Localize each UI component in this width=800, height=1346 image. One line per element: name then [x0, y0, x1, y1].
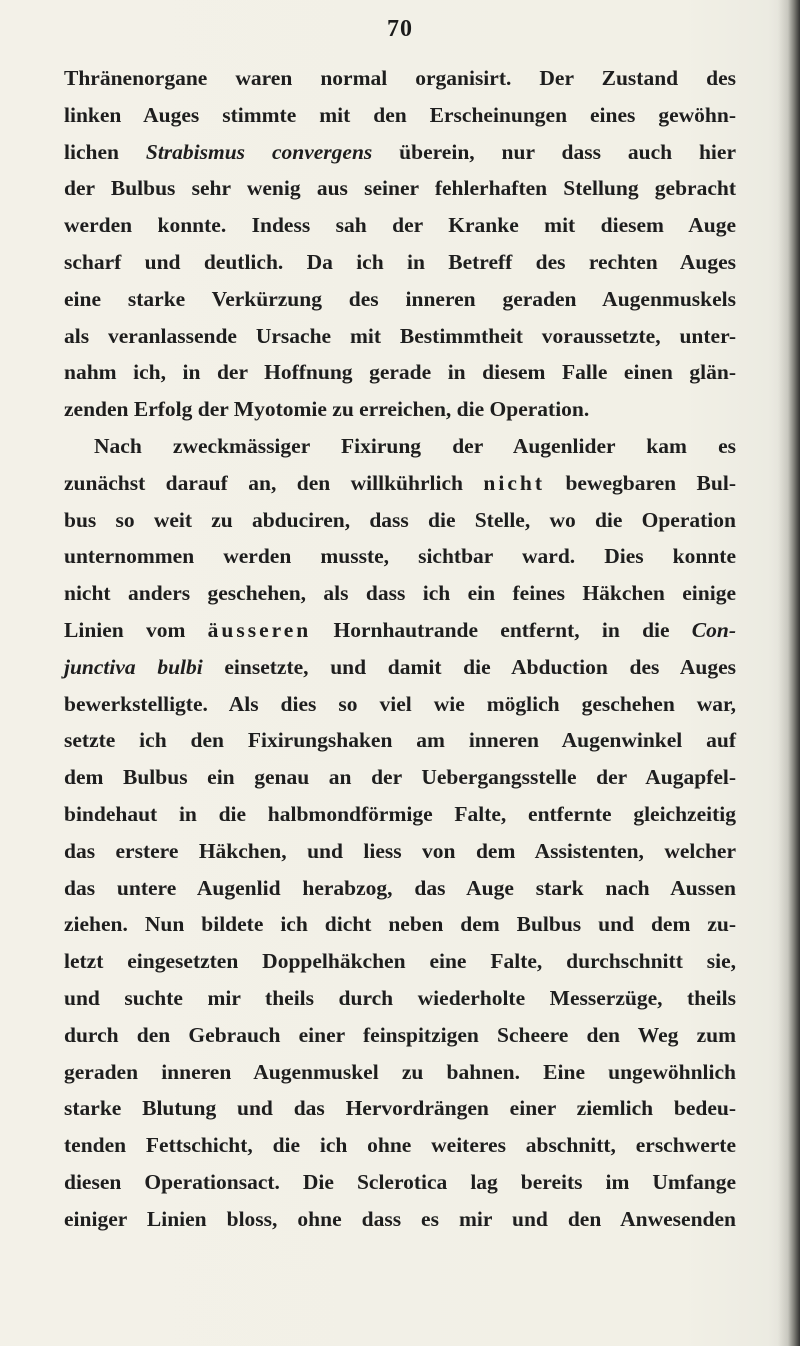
italic-term: Con-	[691, 617, 736, 642]
text-line: der Bulbus sehr wenig aus seiner fehlerhaften Stellung gebracht	[64, 176, 736, 201]
text-line: nahm ich, in der Hoffnung gerade in diesem Falle einen glän-	[64, 360, 736, 385]
text-line: tenden Fettschicht, die ich ohne weiteres abschnitt, erschwerte	[64, 1133, 736, 1158]
italic-term: junctiva bulbi	[64, 654, 203, 679]
text-line: zunächst darauf an, den willkührlich nicht bewegbaren Bul-	[64, 470, 736, 495]
italic-term: Strabismus convergens	[145, 139, 373, 164]
text-line: bewerkstelligte. Als dies so viel wie möglich geschehen war,	[64, 691, 736, 716]
text-line: das untere Augenlid herabzog, das Auge stark nach Aussen	[64, 875, 736, 900]
text-line: als veranlassende Ursache mit Bestimmtheit voraussetzte, unter-	[64, 323, 736, 348]
text-line: letzt eingesetzten Doppelhäkchen eine Falte, durchschnitt sie,	[64, 949, 736, 974]
spaced-emphasis: äusseren	[207, 617, 312, 642]
text-line: linken Auges stimmte mit den Erscheinungen eines gewöhn-	[64, 102, 736, 127]
text-line: diesen Operationsact. Die Sclerotica lag bereits im Umfange	[64, 1169, 736, 1194]
text-line: Linien vom äusseren Hornhautrande entfernt, in die Con-	[64, 617, 736, 642]
text-line: und suchte mir theils durch wiederholte Messerzüge, theils	[64, 985, 736, 1010]
text-line: eine starke Verkürzung des inneren geraden Augenmuskels	[64, 286, 736, 311]
text-line: durch den Gebrauch einer feinspitzigen Scheere den Weg zum	[64, 1022, 736, 1047]
text-line: ziehen. Nun bildete ich dicht neben dem Bulbus und dem zu-	[64, 912, 736, 937]
spaced-emphasis: nicht	[483, 470, 545, 495]
text-line: dem Bulbus ein genau an der Uebergangsstelle der Augapfel-	[64, 765, 736, 790]
text-line: unternommen werden musste, sichtbar ward. Dies konnte	[64, 544, 736, 569]
text-line: zenden Erfolg der Myotomie zu erreichen, die Operation.	[64, 397, 590, 422]
page-number: 70	[387, 16, 413, 42]
text-line: junctiva bulbi einsetzte, und damit die Abduction des Auges	[64, 654, 736, 679]
text-line: starke Blutung und das Hervordrängen einer ziemlich bedeu-	[64, 1096, 736, 1121]
text-line: nicht anders geschehen, als dass ich ein feines Häkchen einige	[64, 581, 736, 606]
text-line: scharf und deutlich. Da ich in Betreff des rechten Auges	[64, 249, 736, 274]
text-line: bindehaut in die halbmondförmige Falte, entfernte gleichzeitig	[64, 801, 736, 826]
text-line: Nach zweckmässiger Fixirung der Augenlider kam es	[94, 433, 736, 458]
text-line: lichen Strabismus convergens überein, nur dass auch hier	[64, 139, 736, 164]
text-line: setzte ich den Fixirungshaken am inneren Augenwinkel auf	[64, 728, 736, 753]
text-line: bus so weit zu abduciren, dass die Stelle, wo die Operation	[64, 507, 736, 532]
body-text	[64, 60, 736, 1238]
text-line: das erstere Häkchen, und liess von dem Assistenten, welcher	[64, 838, 736, 863]
text-line: Thränenorgane waren normal organisirt. Der Zustand des	[64, 66, 736, 90]
page-edge-shadow	[778, 0, 800, 1346]
text-line: werden konnte. Indess sah der Kranke mit diesem Auge	[64, 213, 736, 238]
text-line: geraden inneren Augenmuskel zu bahnen. Eine ungewöhnlich	[64, 1059, 736, 1084]
text-line: einiger Linien bloss, ohne dass es mir und den Anwesenden	[64, 1206, 736, 1231]
